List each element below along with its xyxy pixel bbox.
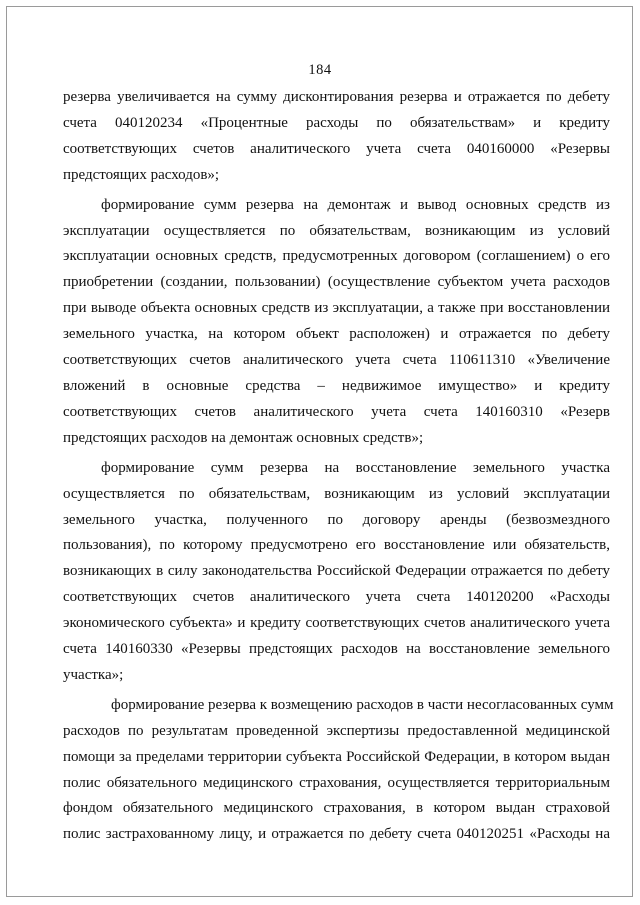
text-line: соответствующих счетов аналитического учета счета 110611310 «Увеличение (63, 352, 610, 369)
text-line: эксплуатации основных средств, предусмотренных договором (соглашением) о его (63, 248, 610, 265)
text-line: экономического субъекта» и кредиту соответствующих счетов аналитического учета (63, 615, 610, 632)
paragraph (63, 693, 614, 848)
paragraph (63, 193, 610, 452)
text-line: счета 040120234 «Процентные расходы по обязательствам» и кредиту (63, 114, 610, 131)
text-line: соответствующих счетов аналитического учета счета 140160310 «Резерв (63, 403, 610, 420)
text-line: полис застрахованному лицу, и отражается по дебету счета 040120251 «Расходы на (63, 826, 610, 843)
text-line: земельного участка, полученного по договору аренды (безвозмездного (63, 511, 610, 528)
text-line: предстоящих расходов на демонтаж основных средств»; (63, 429, 424, 446)
paragraph (63, 85, 610, 189)
text-line: соответствующих счетов аналитического учета счета 140120200 «Расходы (63, 589, 610, 606)
text-line: расходов по результатам проведенной экспертизы предоставленной медицинской (63, 722, 610, 739)
page-number: 184 (308, 62, 332, 78)
text-line: фондом обязательного медицинского страхования, в котором выдан страховой (63, 800, 610, 817)
paragraph (63, 456, 610, 689)
text-line: формирование сумм резерва на восстановление земельного участка (101, 459, 610, 476)
text-line: эксплуатации осуществляется по обязательствам, возникающим из условий (63, 222, 610, 239)
document-body (63, 85, 614, 850)
text-line: при выводе объекта основных средств из эксплуатации, а также при восстановлении (63, 300, 610, 317)
text-line: предстоящих расходов»; (63, 166, 220, 183)
text-line: соответствующих счетов аналитического учета счета 040160000 «Резервы (63, 140, 610, 157)
text-line: возникающих в силу законодательства Российской Федерации отражается по дебету (63, 563, 610, 580)
text-line: осуществляется по обязательствам, возникающим из условий эксплуатации (63, 485, 610, 502)
text-line: резерва увеличивается на сумму дисконтирования резерва и отражается по дебету (63, 89, 610, 105)
text-line: земельного участка, на котором объект расположен) и отражается по дебету (63, 326, 610, 343)
text-line: формирование сумм резерва на демонтаж и вывод основных средств из (101, 196, 610, 213)
text-line: пользования), по которому предусмотрено его восстановление или обязательств, (63, 537, 610, 554)
text-line: помощи за пределами территории субъекта Российской Федерации, в котором выдан (63, 748, 610, 765)
text-line: полис обязательного медицинского страхования, осуществляется территориальным (63, 774, 610, 791)
text-line: счета 140160330 «Резервы предстоящих расходов на восстановление земельного (63, 641, 610, 658)
text-line: формирование резерва к возмещению расходов в части несогласованных сумм (111, 696, 614, 713)
text-line: участка»; (63, 666, 124, 683)
text-line: приобретении (создании, пользовании) (осуществление субъектом учета расходов (63, 274, 610, 291)
text-line: вложений в основные средства – недвижимое имущество» и кредиту (63, 377, 610, 394)
